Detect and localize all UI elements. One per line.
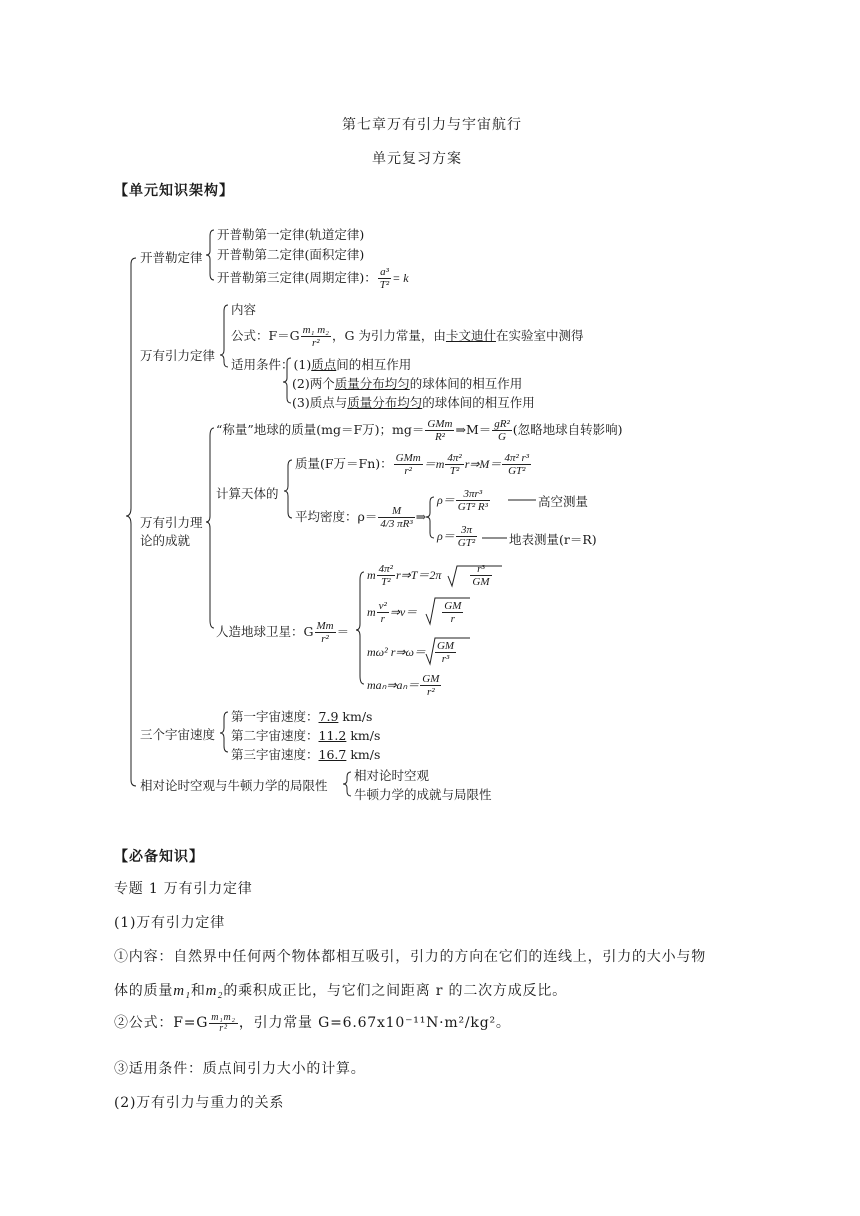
relativity-item-1: 相对论时空观: [354, 768, 430, 783]
calc-brace: [284, 460, 292, 518]
gravitation-content: 内容: [231, 302, 257, 317]
subtopic-1: (1)万有引力定律: [114, 915, 226, 931]
gravitation-formula: 公式：F＝G $\frac{\text{m₁ m₂}}{\text{r²}}$ ，G 为引力常量，由卡文迪什在实验室中测得: [231, 324, 584, 349]
relativity-label: 相对论时空观与牛顿力学的局限性: [140, 778, 328, 793]
paragraph-content-line1: ①内容：自然界中任何两个物体都相互吸引，引力的方向在它们的连线上，引力的大小与物: [114, 949, 706, 965]
paragraph-formula: ②公式：F=G $\frac{\text{m₁m₂}}{\text{r²}}$ ，引力常量 G=6.67x10⁻¹¹N·m²/kg²。: [114, 1011, 511, 1034]
weigh-earth: “称量”地球的质量(mg＝F万)；mg＝ $\frac{\text{GMm}}{\text{R²}}$ ⇒M＝ $\frac{\text{gR²}}{G}$ (忽略地球自转影响): [216, 418, 623, 443]
satellite-period: m $\frac{\text{4π²}}{\text{T²}}$ r⇒T＝2π $\frac{\text{r³}}{GM}$: [367, 563, 490, 588]
relativity-item-2: 牛顿力学的成就与局限性: [354, 787, 492, 802]
kepler-first-law: 开普勒第一定律(轨道定律): [217, 227, 365, 242]
calc-density: 平均密度：ρ＝ $\frac{M}{\text{4/3 πR³}}$ ⇒: [295, 505, 427, 530]
root-brace: [126, 258, 136, 786]
section-heading-structure: 【单元知识架构】: [114, 183, 234, 199]
kepler-second-law: 开普勒第二定律(面积定律): [217, 247, 365, 262]
gravitation-law-label: 万有引力定律: [140, 348, 216, 363]
kepler-ratio-rhs: = k: [392, 271, 409, 285]
satellite-brace: [356, 572, 364, 684]
gravitation-condition-3: (3)质点与质量分布均匀的球体间的相互作用: [292, 395, 535, 410]
second-cosmic-velocity: 第二宇宙速度：11.2 km/s: [231, 728, 381, 743]
paragraph-conditions: ③适用条件：质点间引力大小的计算。: [114, 1061, 366, 1077]
relativity-brace: [343, 772, 351, 796]
kepler-label: 开普勒定律: [140, 250, 203, 265]
cosmic-brace: [220, 712, 228, 752]
calc-mass: 质量(F万＝Fn)： $\frac{\text{GMm}}{\text{r²}}$ ＝m $\frac{\text{4π²}}{\text{T²}}$ r⇒M＝ $\frac{\text{4π² r³}}{\text{GT²}}$: [295, 452, 530, 477]
achievements-brace: [206, 428, 214, 628]
kepler-third-law-text: 开普勒第三定律(周期定律)：: [217, 270, 377, 285]
satellite-label: 人造地球卫星：G $\frac{Mm}{\text{r²}}$ ＝: [216, 620, 350, 645]
third-cosmic-velocity: 第三宇宙速度：16.7 km/s: [231, 747, 381, 762]
section-heading-knowledge: 【必备知识】: [114, 849, 204, 865]
satellite-velocity: m $\frac{\text{v²}}{r}$ ⇒v＝ $\frac{GM}{r}$: [367, 600, 462, 625]
gravitation-condition-2: (2)两个质量分布均匀的球体间的相互作用: [292, 376, 523, 391]
topic-heading: 专题 1 万有引力定律: [114, 881, 253, 897]
kepler-brace: [206, 230, 214, 280]
paragraph-content-line2: 体的质量m₁和m₂的乘积成正比，与它们之间距离 r 的二次方成反比。: [114, 983, 567, 999]
density-high-label: 高空测量: [538, 494, 589, 509]
kepler-ratio-fraction: $\frac{\text{a³}}{\text{T²}}$: [379, 266, 390, 291]
page-subtitle: 单元复习方案: [372, 151, 462, 167]
density-brace: [426, 497, 434, 538]
chapter-title: 第七章万有引力与宇宙航行: [342, 117, 522, 133]
kepler-third-law: [217, 266, 409, 291]
density-surface: ρ＝ $\frac{3\pi}{\text{GT²}}$: [437, 524, 476, 549]
first-cosmic-velocity: 第一宇宙速度：7.9 km/s: [231, 709, 373, 724]
achievements-label-line2: 论的成就: [140, 533, 191, 548]
cosmic-velocity-label: 三个宇宙速度: [140, 727, 216, 742]
achievements-label-line1: 万有引力理: [140, 515, 203, 530]
density-high-altitude: ρ＝ $\frac{\text{3πr³}}{\text{GT² R³}}$: [437, 488, 488, 513]
gravitation-condition-1: 适用条件：(1)质点间的相互作用: [231, 357, 412, 372]
gravitation-brace: [220, 305, 228, 367]
satellite-acceleration: maₙ⇒aₙ＝ $\frac{GM}{\text{r²}}$: [367, 673, 440, 698]
subtopic-2: (2)万有引力与重力的关系: [114, 1095, 285, 1111]
density-surface-label: 地表测量(r＝R): [509, 532, 597, 547]
satellite-angular: mω² r⇒ω＝ $\frac{GM}{\text{r³}}$: [367, 640, 455, 665]
calc-celestial-label: 计算天体的: [216, 486, 279, 501]
